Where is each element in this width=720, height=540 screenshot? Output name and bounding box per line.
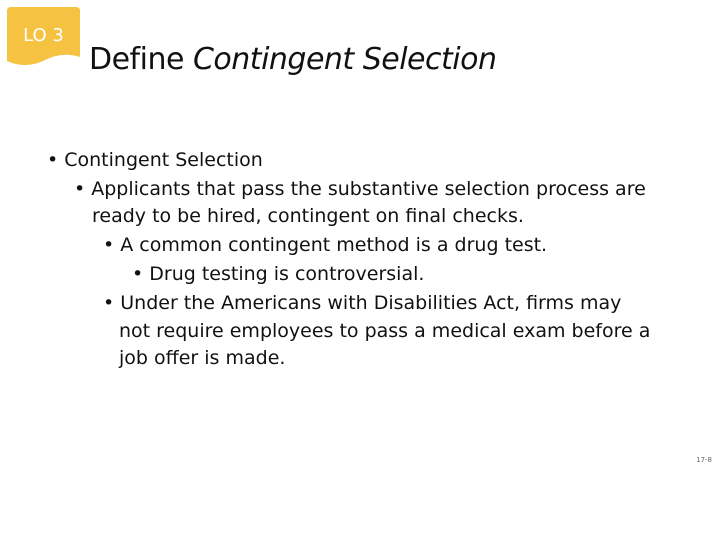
bullet-2-line-2: ready to be hired, contingent on final checks. xyxy=(92,205,524,227)
lo-badge xyxy=(7,7,80,69)
lo-label: LO 3 xyxy=(23,25,64,46)
slide-title xyxy=(89,42,496,77)
bullet-3: • A common contingent method is a drug test. xyxy=(103,234,548,256)
page-number: 17-8 xyxy=(696,456,712,464)
title-prefix: Define xyxy=(89,42,184,77)
bullet-2-line-1: • Applicants that pass the substantive selection process are xyxy=(74,178,646,200)
bullet-5-line-2: not require employees to pass a medical exam before a xyxy=(119,320,651,342)
bullet-4: • Drug testing is controversial. xyxy=(132,263,425,285)
bullet-1: • Contingent Selection xyxy=(47,149,263,171)
title-italic: Contingent Selection xyxy=(192,42,497,77)
bullet-5-line-1: • Under the Americans with Disabilities Act, firms may xyxy=(103,292,622,314)
bullet-5-line-3: job offer is made. xyxy=(119,347,286,369)
